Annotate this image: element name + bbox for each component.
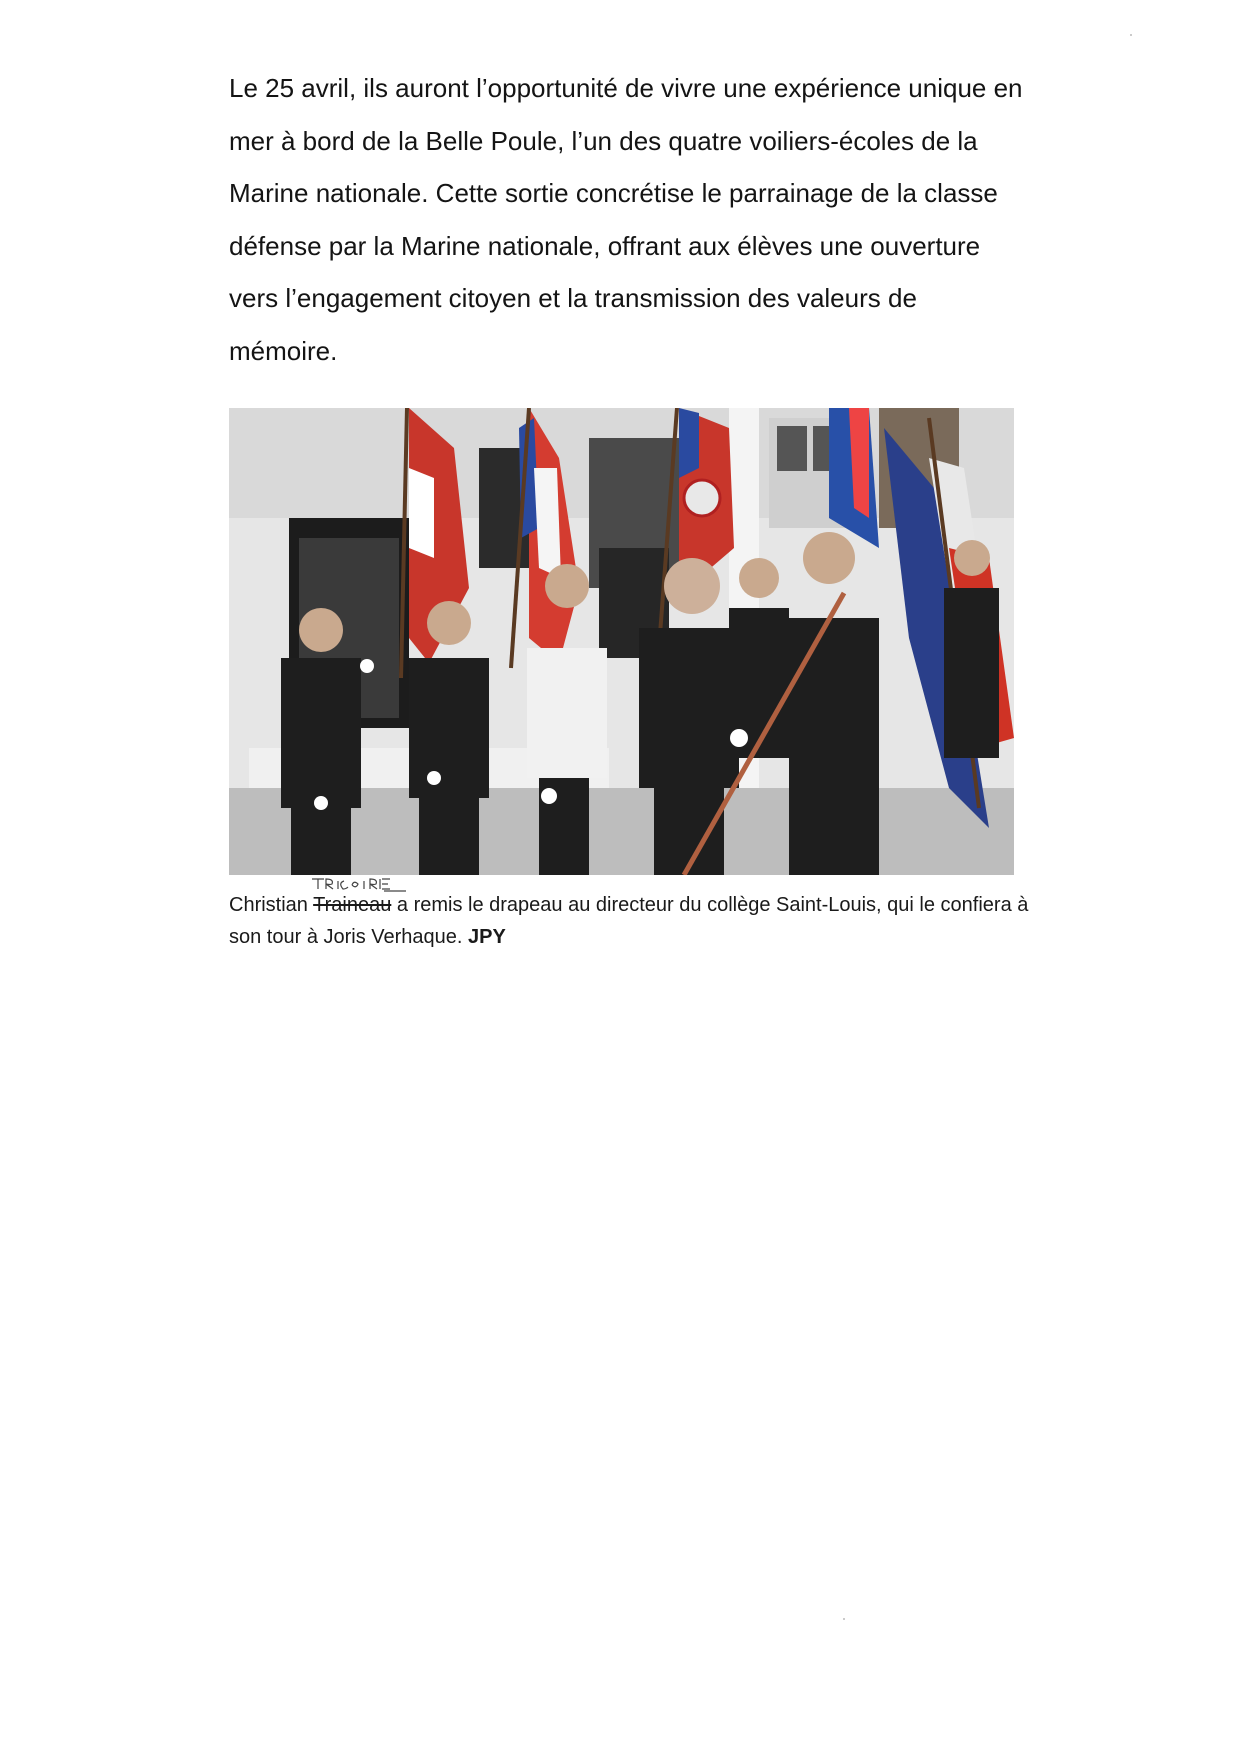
scan-speck (1130, 34, 1132, 36)
scan-speck (843, 1618, 845, 1620)
photo-credit: JPY (468, 926, 506, 948)
caption-name: Christian (229, 894, 308, 916)
photo-caption (229, 889, 1029, 953)
caption-struck-name: Traineau (313, 894, 392, 916)
caption-text: a remis le drapeau au directeur du collège Saint-Louis, qui le confiera à son tour à Joris Verhaque. (229, 894, 1029, 948)
ceremony-photo (229, 408, 1014, 875)
article-paragraph: Le 25 avril, ils auront l’opportunité de vivre une expérience unique en mer à bord de la Belle Poule, l’un des quatre voiliers-écoles de la Marine nationale. Cette sortie concrétise le parrainage de la classe défense par la Marine nationale, offrant aux élèves une ouverture vers l’engagement citoyen et la transmission des valeurs de mémoire. (229, 73, 1023, 366)
